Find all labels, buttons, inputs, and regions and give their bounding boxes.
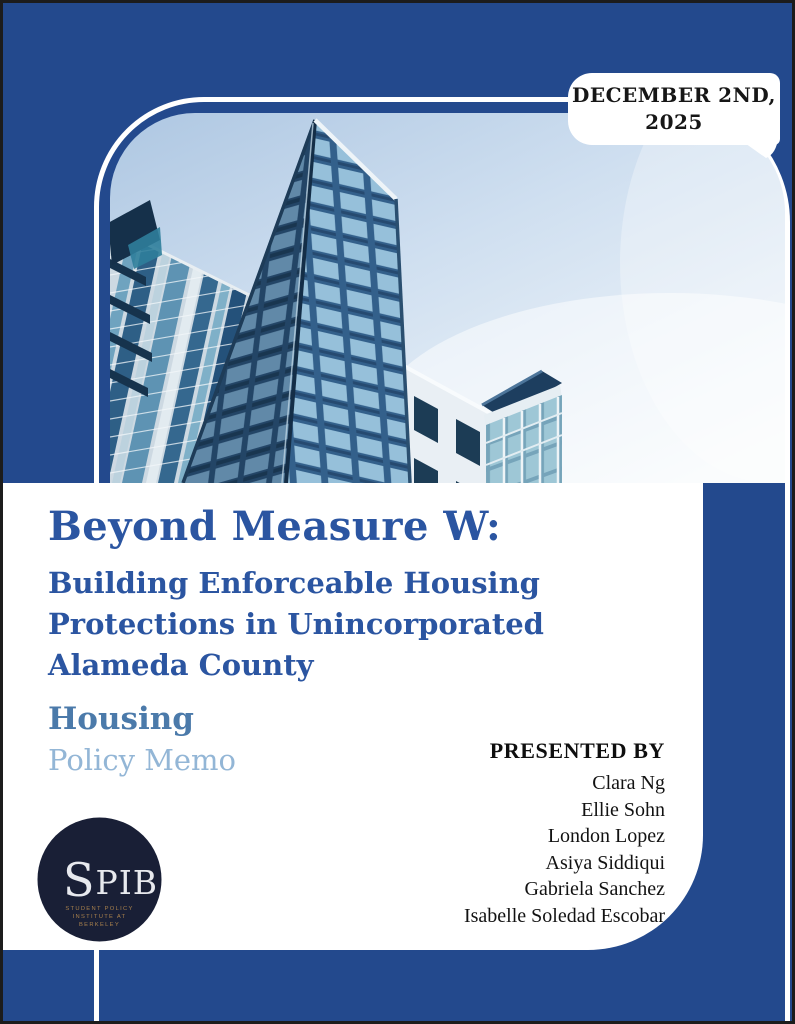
author-name: Ellie Sohn — [581, 798, 665, 821]
presented-by-block — [464, 738, 665, 929]
logo-org-line: INSTITUTE AT — [72, 914, 127, 920]
date-line-2: 2025 — [645, 110, 703, 134]
badge-swoosh-tail — [738, 138, 778, 158]
doc-type-label: Policy Memo — [48, 743, 237, 777]
category-label: Housing — [48, 701, 194, 737]
spib-logo-icon — [36, 816, 163, 943]
author-name: Gabriela Sanchez — [524, 878, 665, 900]
author-name: Isabelle Soledad Escobar — [463, 904, 665, 927]
modern-glass-building-illustration — [110, 113, 785, 483]
author-name: London Lopez — [547, 825, 665, 847]
logo-org-line: STUDENT POLICY — [65, 906, 134, 912]
subtitle-line: Alameda County — [48, 648, 314, 682]
date-line-1: DECEMBER 2ND, — [572, 83, 776, 107]
page-subtitle — [48, 563, 544, 686]
hero-photo — [110, 113, 785, 483]
subtitle-line: Building Enforceable Housing — [48, 566, 540, 600]
page-title: Beyond Measure W: — [48, 503, 502, 550]
presented-by-heading: PRESENTED BY — [489, 738, 665, 763]
content-panel — [0, 483, 703, 950]
author-name: Asiya Siddiqui — [545, 851, 665, 874]
author-name: Clara Ng — [592, 772, 665, 794]
subtitle-line: Protections in Unincorporated — [48, 607, 544, 641]
date-badge — [568, 73, 780, 145]
org-logo — [36, 816, 163, 943]
logo-letters-pib: PIB — [95, 863, 159, 902]
logo-org-line: BERKELEY — [78, 922, 121, 928]
logo-letter-s: S — [63, 853, 96, 907]
